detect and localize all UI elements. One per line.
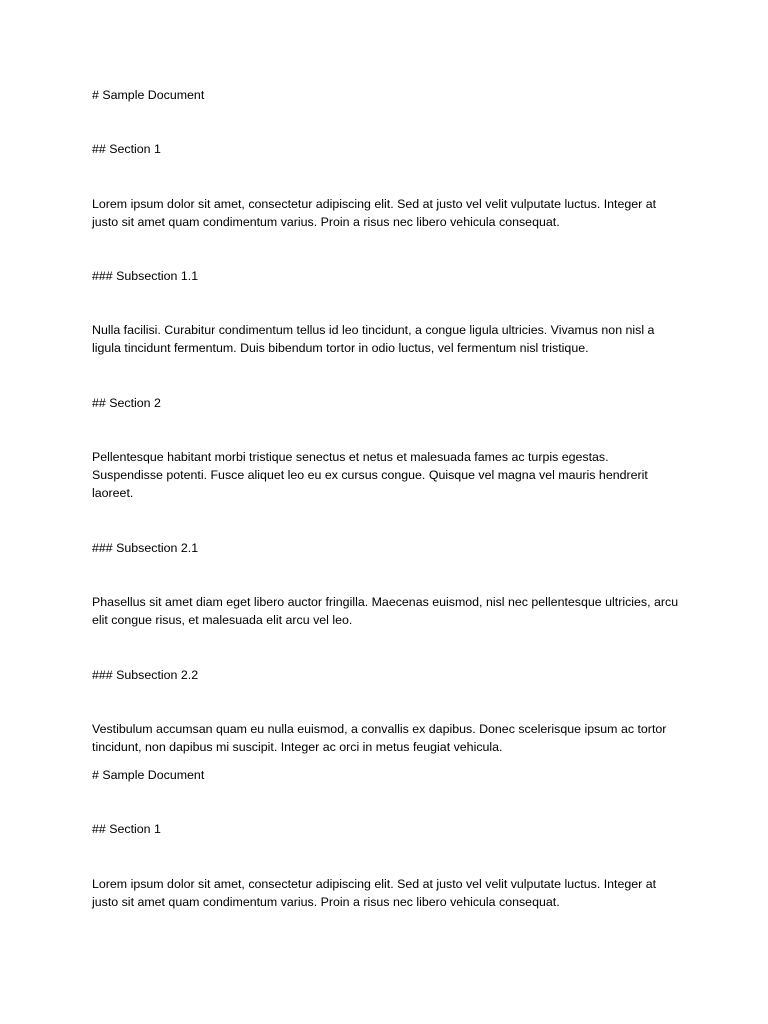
paragraph-subsection-2-2: Vestibulum accumsan quam eu nulla euismod, a convallis ex dapibus. Donec scelerisque ipsum ac tortor tincidunt, non dapibus mi suscipit. Integer ac orci in metus feugiat vehicula. bbox=[92, 722, 667, 754]
paragraph-subsection-2-1: Phasellus sit amet diam eget libero auctor fringilla. Maecenas euismod, nisl nec pellentesque ultricies, arcu elit congue risus, et malesuada elit arcu vel leo. bbox=[92, 595, 679, 627]
heading-subsection-2-2: ### Subsection 2.2 bbox=[92, 668, 199, 682]
paragraph-section-2: Pellentesque habitant morbi tristique senectus et netus et malesuada fames ac turpis egestas. Suspendisse potenti. Fusce aliquet leo eu ex cursus congue. Quisque vel magna vel mauris hendrerit laoreet. bbox=[92, 450, 648, 500]
heading-section-1: ## Section 1 bbox=[92, 142, 161, 156]
paragraph-section-1: Lorem ipsum dolor sit amet, consectetur adipiscing elit. Sed at justo vel velit vulputate luctus. Integer at justo sit amet quam condimentum varius. Proin a risus nec libero vehicula consequat. bbox=[92, 197, 657, 229]
paragraph-section-1-repeat: Lorem ipsum dolor sit amet, consectetur adipiscing elit. Sed at justo vel velit vulputate luctus. Integer at justo sit amet quam condimentum varius. Proin a risus nec libero vehicula consequat. bbox=[92, 877, 657, 909]
heading-sample-document: # Sample Document bbox=[92, 88, 205, 102]
heading-section-2: ## Section 2 bbox=[92, 396, 161, 410]
heading-sample-document-repeat: # Sample Document bbox=[92, 768, 205, 782]
paragraph-subsection-1-1: Nulla facilisi. Curabitur condimentum tellus id leo tincidunt, a congue ligula ultricies. Vivamus non nisl a ligula tincidunt fermentum. Duis bibendum tortor in odio luctus, vel fermentum nisl tristique. bbox=[92, 323, 655, 355]
heading-subsection-2-1: ### Subsection 2.1 bbox=[92, 541, 199, 555]
heading-subsection-1-1: ### Subsection 1.1 bbox=[92, 269, 199, 283]
heading-section-1-repeat: ## Section 1 bbox=[92, 822, 161, 836]
